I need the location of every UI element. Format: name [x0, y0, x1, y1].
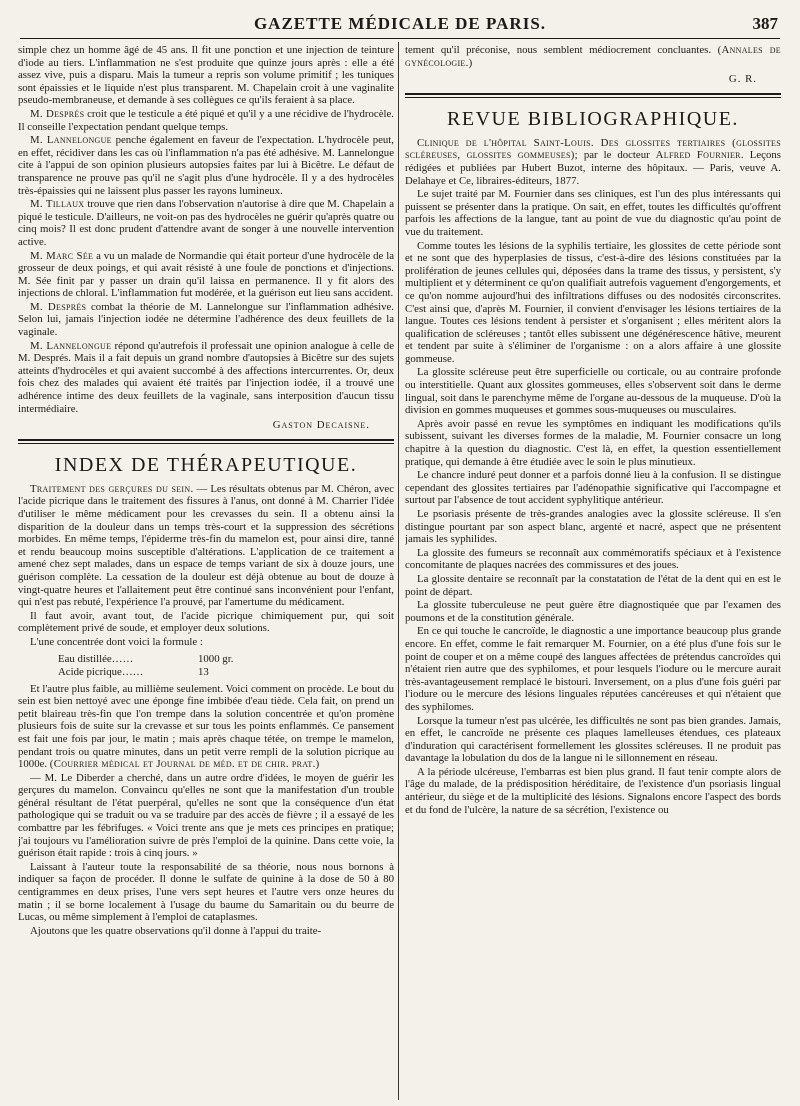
paragraph: La glossite dentaire se reconnaît par la constatation de l'état de la dent qui en est le point de départ.	[405, 572, 781, 598]
paragraph	[18, 250, 394, 300]
paragraph-text: Leçons rédigées et publiées par Hubert Buzot, interne des hôpitaux. — Paris, veuve A. Delahaye et Ce, libraires-éditeurs, 1877.	[405, 149, 781, 187]
paragraph: La glossite scléreuse peut être superficielle ou corticale, ou au contraire profonde ou interstitielle. Quant aux glossites gommeuses, elles s'observent soit dans le derme lingual, soit dans le parenchyme même de l'organe au-dessous de la muqueuse. D'où la division en gommes muqueuses et gommes sous-muqueuses ou musculaires.	[405, 366, 781, 417]
paragraph: Ajoutons que les quatre observations qu'il donne à l'appui du traite-	[30, 924, 322, 937]
paragraph-text: tement qu'il préconise, nous semblent médiocrement concluantes.	[405, 44, 712, 56]
paragraph	[18, 483, 394, 609]
formula-value: 1000 gr.	[198, 652, 234, 665]
section-divider	[405, 93, 781, 98]
paragraph: A la période ulcéreuse, l'embarras est bien plus grand. Il faut tenir compte alors de l'âge du malade, de la prédisposition héréditaire, de l'existence d'un psoriasis lingual antérieur, du siège et de la multiplicité des lésions. Signalons encore l'aspect des bords et du fond de l'ulcère, la nature de sa sécrétion, l'existence ou	[405, 765, 781, 816]
paragraph: Lorsque la tumeur n'est pas ulcérée, les difficultés ne sont pas bien grandes. Jamais, en effet, le cancroïde ne présente ces plaques lamelleuses étendues, ces plateaux d'induration qui caractérisent formellement les glossites scléreuses. Il ne produit pas davantage la lobulation du dos de la langue ni le sillonnement en réseau.	[405, 714, 781, 765]
paragraph: L'une concentrée dont voici la formule :	[30, 635, 203, 648]
paragraph-text: Et l'autre plus faible, au millième seulement. Voici comment on procède. Le bout du sein est bien nettoyé avec une éponge fine imbibée d'eau tiède. Cela fait, on prend un petit blaireau très-fin que l'on trempe dans la solution concentrée et qu'on promène plusieurs fois de suite sur la crevasse et sur tous les points enflammés. Ce pansement est fait une fois par jour, le matin ; mais après chaque tétée, on trempe le mamelon, pendant trois ou quatre minutes, dans un petit verre rempli de la solution picrique au 1000e.	[18, 682, 394, 771]
formula	[58, 653, 394, 679]
section-title: INDEX DE THÉRAPEUTIQUE.	[54, 453, 358, 476]
author-signature: Gaston Decaisne.	[272, 419, 370, 432]
speaker-name: M. Després	[30, 300, 87, 313]
paragraph	[18, 134, 394, 197]
formula-label: Acide picrique……	[58, 665, 144, 678]
paragraph	[18, 108, 394, 133]
paragraph-text: croit que le testicule a été piqué et qu'il y a une récidive de l'hydrocèle. Il conseille l'expectation pendant quelque temps.	[18, 107, 394, 133]
book-author: Alfred Fournier.	[655, 149, 744, 162]
paragraph-text: — Les résultats obtenus par M. Chéron, avec l'acide picrique dans le traitement des fissures à l'anus, ont donné à M. Charrier l'idée d'utiliser le même médicament pour les crevasses du sein. Il a obtenu ainsi la disparition de la douleur dans un temps très-court et la suppression des sécrétions morbides. En même temps, l'épiderme très-fin du mamelon est, pour ainsi dire, tanné et rendu beaucoup moins susceptible d'altérations. L'application de ce traitement a amené chez sept malades, dans un espace de temps variant de six à douze jours, une guérison complète. La cessation de la douleur est déjà obtenue au bout de douze à vingt-quatre heures et l'allaitement peut être continué sans inconvénient pour l'enfant, qui n'est pas rebuté, l'expérience l'a prouvé, par l'amertume du médicament.	[18, 482, 394, 609]
right-column	[405, 44, 781, 1099]
journal-title: GAZETTE MÉDICALE DE PARIS.	[253, 14, 547, 33]
paragraph: Laissant à l'auteur toute la responsabilité de sa théorie, nous nous bornons à indiquer sa façon de procéder. Il donne le sulfate de quinine à la dose de 50 à 80 centigrammes en deux prises, l'une vers sept heures et l'autre vers onze heures du matin ; il se borne localement à l'usage du baume du Samaritain ou du beurre de Lucas, ou même simplement à l'emploi de cataplasmes.	[18, 860, 394, 924]
paragraph-text: penche également en faveur de l'expectation. L'hydrocèle peut, en effet, récidiver dans les cas où l'inflammation n'a pas été adhésive. M. Lannelongue cite à l'appui de son opinion plusieurs autopsies faites par lui à Bicêtre. Le défaut de transparence ne prouve pas qu'il ne s'agit plus d'une hydrocèle. Il y a des hydrocèles très-épaissies qui ne laissent plus passer les rayons lumineux.	[18, 134, 394, 197]
paragraph	[405, 44, 781, 69]
book-title: Clinique de l'hôpital Saint-Louis. Des glossites tertiaires (glossites scléreuses, glossites gommeuses);	[405, 136, 781, 162]
paragraph: La glossite des fumeurs se reconnaît aux commémoratifs spéciaux et à l'existence concomitante de plaques nacrées des commissures et des joues.	[405, 546, 781, 572]
paragraph-text: trouve que rien dans l'observation n'autorise à dire que M. Chapelain a piqué le testicule. D'ailleurs, ne voit-on pas des hydrocèles ne guérir qu'après quatre ou cinq mois? Il est donc prudent d'attendre avant de songer à une nouvelle intervention active.	[18, 198, 394, 248]
speaker-name: M. Tillaux	[30, 198, 85, 211]
paragraph: simple chez un homme âgé de 45 ans. Il fit une ponction et une injection de teinture d'iode au tiers. L'inflammation ne s'est produite que quinze jours après : elle a été assez vive, puis a disparu. Mais la tumeur a repris son volume primitif ; les tuniques sont épaissies et le liquide n'est plus transparent. M. Chapelain croit à une vaginalite pseudo-membraneuse, et demande à ses collègues ce qu'ils feraient à sa place.	[18, 44, 394, 107]
speaker-name: M. Lannelongue	[30, 134, 112, 147]
paragraph: En ce qui touche le cancroïde, le diagnostic a une importance beaucoup plus grande encore. En effet, comme le fait remarquer M. Fournier, on a été plus d'une fois sur le point de couper et on a même coupé des langues affectées de prétendus cancroïdes qui n'étaient rien autre que des syphilomes, et pour lesquels l'iodure ou le mercure aurait très-avantageusement remplacé le bistouri. Inversement, on a plus d'une fois guéri par l'iodure ou le mercure des lésions linguales réputées cancéreuses et qui n'étaient que des syphilomes.	[405, 625, 781, 713]
formula-row	[58, 653, 278, 666]
paragraph-text: par le docteur	[583, 149, 650, 162]
speaker-name: M. Després	[30, 107, 85, 120]
author-signature: G. R.	[728, 73, 757, 86]
formula-value: 13	[198, 665, 209, 678]
paragraph: Le chancre induré peut donner et a parfois donné lieu à la confusion. Il se distingue cependant des glossites tertiaires par l'adénopathie significative qui l'accompagne et surtout par l'absence de tout accident syphylitique antérieur.	[405, 469, 781, 507]
formula-label: Eau distillée……	[58, 652, 134, 665]
paragraph: Le sujet traité par M. Fournier dans ses cliniques, est l'un des plus intéressants qui puissent se présenter dans la pratique. On sait, en effet, toutes les difficultés qu'offrent parfois les affections de la langue, tant au point de vue du diagnostic qu'au point de vue du traitement.	[405, 188, 781, 238]
paragraph: La glossite tuberculeuse ne peut guère être diagnostiquée que par l'examen des poumons et de la constitution générale.	[405, 599, 781, 624]
paragraph-text: a vu un malade de Normandie qui était porteur d'une hydrocèle de la grosseur de deux poings, et qui avait résisté à une foule de ponctions et d'injections. M. Sée finit par y passer un drain qu'il laissa en permanence. Il y fit alors des injections de chloral. L'inflammation fut modérée, et la guérison eut lieu sans accident.	[18, 249, 394, 300]
section-title: REVUE BIBLIOGRAPHIQUE.	[447, 107, 739, 130]
paragraph-text: combat la théorie de M. Lannelongue sur l'inflammation adhésive. Selon lui, jamais l'injection iodée ne détermine l'adhérence des deux feuillets de la vaginale.	[18, 300, 394, 339]
page-header	[20, 12, 780, 39]
paragraph: Le psoriasis présente de très-grandes analogies avec la glossite scléreuse. Il s'en distingue pourtant par son aspect blanc, argenté et nacré, aspect que ne présentent jamais les syphilides.	[405, 508, 781, 546]
formula-row	[58, 666, 278, 679]
page-number: 387	[752, 14, 778, 33]
paragraph: — M. Le Diberder a cherché, dans un autre ordre d'idées, le moyen de guérir les gerçures du mamelon. Convaincu qu'elles ne sont que la manifestation d'un trouble général résultant de l'état puerpéral, qu'elles ne sont que la conséquence d'un état pathologique qui se traduit ou va se traduire par des accès de fièvre ; il a essayé de les combattre par les fébrifuges. « Voici trente ans que je mets ces principes en pratique; j'ai toujours vu l'amélioration suivre de près l'emploi de la quinine. Dans cette voie, la guérison était rapide : trois à cinq jours. »	[18, 771, 394, 860]
speaker-name: M. Lannelongue	[30, 339, 112, 352]
left-column	[18, 44, 394, 1099]
source-citation: (Annales de gynécologie.)	[405, 44, 781, 69]
source-citation: (Courrier médical et Journal de méd. et de chir. prat.)	[49, 758, 320, 771]
paragraph	[405, 137, 781, 187]
column-divider	[398, 42, 399, 1100]
paragraph-text: répond qu'autrefois il professait une opinion analogue à celle de M. Després. Mais il a fait depuis un grand nombre d'autopsies à Bicêtre sur des sujets atteints d'hydrocèles et qui avaient succombé à des affections intercurrentes. Or, deux fois chez des malades qui avaient été traités par l'injection iodée, il a trouvé une adhérence intime des deux feuillets de la vaginale, sans interposition d'aucun tissu intermédiaire.	[18, 339, 394, 415]
paragraph	[18, 683, 394, 771]
paragraph: Après avoir passé en revue les symptômes en indiquant les modifications qu'ils subissent, suivant les diverses formes de la maladie, M. Fournier consacre un long chapitre à la question du diagnostic. C'est là, en effet, la question essentiellement pratique, qui demande à être étudiée avec le soin le plus minutieux.	[405, 417, 781, 468]
speaker-name: M. Marc Sée	[30, 249, 94, 262]
paragraph	[18, 198, 394, 248]
paragraph	[18, 340, 394, 416]
paragraph: Comme toutes les lésions de la syphilis tertiaire, les glossites de cette période sont et ne sont que des hyperplasies de tissus, c'est-à-dire des lésions constituées par la prolifération de jeunes cellules qui, déposées dans la trame des tissus, y persistent, s'y multiplient et y déterminent ce qu'on qualifiait autrefois vaguement d'engorgements, et ce qu'on nomme aujourd'hui des infiltrations diffuses ou des nodosités circonscrites. C'est ainsi que, d'après M. Fournier, il convient d'envisager les lésions tertiaires de la langue. Toutes ces lésions tendent à persister et s'organisent ; elles méritent alors la qualification de scléreuses ; tantôt elles subissent une dégénérescence hâtive, meurent et tendent par suite à s'éliminer de l'organisme : on a alors affaire à une glossite gommeuse.	[405, 239, 781, 365]
article-heading: Traitement des gerçures du sein.	[30, 482, 194, 495]
paragraph: Il faut avoir, avant tout, de l'acide picrique chimiquement pur, qui soit complètement privé de soude, et employer deux solutions.	[18, 609, 394, 635]
paragraph	[18, 301, 394, 339]
section-divider	[18, 439, 394, 444]
